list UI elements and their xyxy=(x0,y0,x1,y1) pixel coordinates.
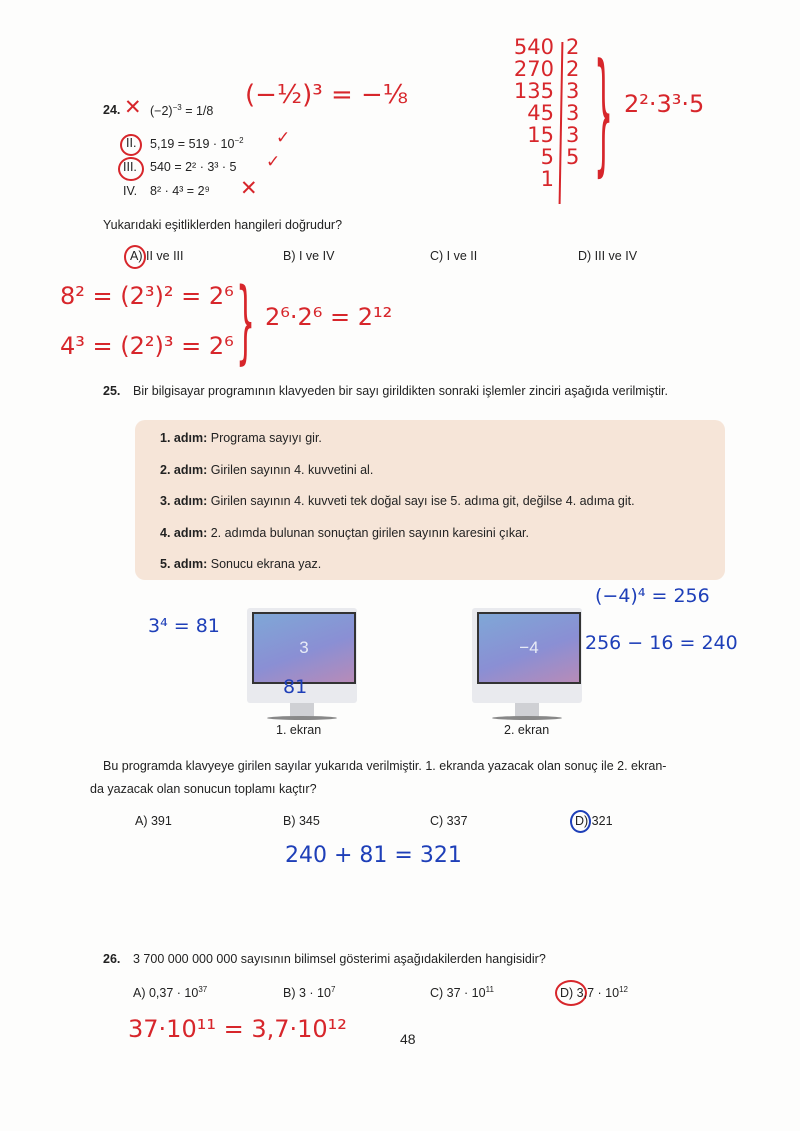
hw-subtraction: 256 − 16 = 240 xyxy=(585,632,738,654)
screen-2-label: 2. ekran xyxy=(504,723,550,737)
q26-option-b[interactable]: B) $3 \cdot 10^7$ xyxy=(283,985,336,1001)
q25-option-b[interactable]: B) 345 xyxy=(283,814,320,828)
hw-sum: 240 + 81 = 321 xyxy=(285,843,462,868)
hw-product: 2⁶·2⁶ = 2¹² xyxy=(265,303,393,331)
monitor-2 xyxy=(472,608,582,703)
step-2: 2. adım: Girilen sayının 4. kuvvetini al. xyxy=(160,463,374,477)
q26-question: 3 700 000 000 000 sayısının bilimsel gösterimi aşağıdakilerden hangisidir? xyxy=(133,952,546,966)
roman-ii: II. xyxy=(126,136,137,150)
step-1: 1. adım: Programa sayıyı gir. xyxy=(160,431,322,445)
roman-iv: IV. xyxy=(123,184,138,198)
q26-option-d[interactable]: D) $3,7 \cdot 10^{12}$ xyxy=(560,985,628,1001)
q26-number: 26. xyxy=(103,952,121,966)
hw-q26-work: 37·10¹¹ = 3,7·10¹² xyxy=(128,1015,347,1043)
q25-option-a[interactable]: A) 391 xyxy=(135,814,172,828)
hw-factor-result: 2²·3³·5 xyxy=(624,90,705,118)
q24-option-c[interactable]: C) I ve II xyxy=(430,249,478,263)
hw-four-cubed: 4³ = (2²)³ = 2⁶ xyxy=(60,332,234,360)
q25-question-1: Bu programda klavyeye girilen sayılar yukarıda verilmiştir. 1. ekranda yazacak olan sonuç ile 2. ekran- xyxy=(103,759,667,773)
q24-item-4: 8² · 4³ = 2⁹ xyxy=(150,184,210,198)
step-4: 4. adım: 2. adımda bulunan sonuçtan girilen sayının karesini çıkar. xyxy=(160,526,529,540)
page-number: 48 xyxy=(400,1031,416,1047)
hw-factor-left: 540 270 135 45 15 5 1 xyxy=(513,35,554,191)
q26-option-a[interactable]: A) $0,37 \cdot 10^{37}$ xyxy=(133,985,208,1001)
q24-item-3: 540 = 2² · 3³ · 5 xyxy=(150,160,237,174)
hw-neg4-power: (−4)⁴ = 256 xyxy=(595,585,710,607)
q26-option-c[interactable]: C) $37 \cdot 10^{11}$ xyxy=(430,985,494,1001)
hw-81: 81 xyxy=(283,676,308,698)
q24-question: Yukarıdaki eşitliklerden hangileri doğrudur? xyxy=(103,218,343,232)
q24-option-d[interactable]: D) III ve IV xyxy=(578,249,638,263)
roman-iii: III. xyxy=(123,160,137,174)
wrong-mark-icon: ✕ xyxy=(124,95,142,119)
division-line xyxy=(559,42,564,204)
check-icon: ✓ xyxy=(276,128,291,148)
q25-number: 25. xyxy=(103,384,121,398)
q24-number: 24. xyxy=(103,103,121,117)
q25-question-2: da yazacak olan sonucun toplamı kaçtır? xyxy=(90,782,317,796)
q24-option-b[interactable]: B) I ve IV xyxy=(283,249,335,263)
wrong-mark-icon: ✕ xyxy=(240,176,258,200)
q25-option-d[interactable]: D) 321 xyxy=(575,814,613,828)
hw-factor-right: 2 2 3 3 3 5 xyxy=(566,35,580,169)
screen-2-value: −4 xyxy=(477,612,581,684)
q25-option-c[interactable]: C) 337 xyxy=(430,814,468,828)
q24-item-2: $5,19 = 519 \cdot 10^{-2}$ xyxy=(150,136,244,152)
check-icon: ✓ xyxy=(266,152,281,172)
screen-1-label: 1. ekran xyxy=(276,723,322,737)
step-3: 3. adım: Girilen sayının 4. kuvveti tek doğal sayı ise 5. adıma git, değilse 4. adıma git. xyxy=(160,494,635,508)
hw-eight-squared: 8² = (2³)² = 2⁶ xyxy=(60,282,234,310)
hw-half-cubed: (−½)³ = −⅛ xyxy=(245,80,408,110)
q24-option-a[interactable]: A) II ve III xyxy=(130,249,184,263)
step-5: 5. adım: Sonucu ekrana yaz. xyxy=(160,557,322,571)
q25-intro: Bir bilgisayar programının klavyeden bir sayı girildikten sonraki işlemler zinciri aşağıda verilmiştir. xyxy=(133,384,668,398)
q24-item-1: $(-2)^{-3} = 1/8$ xyxy=(150,103,214,119)
hw-three-power: 3⁴ = 81 xyxy=(148,615,220,637)
screen-1-value: 3 xyxy=(252,612,356,684)
brace: } xyxy=(594,38,614,193)
brace: } xyxy=(236,271,256,376)
